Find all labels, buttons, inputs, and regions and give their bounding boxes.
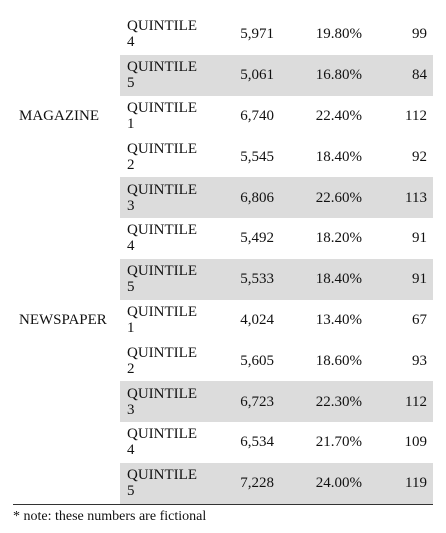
count-cell: 7,228 — [220, 463, 296, 504]
quintile-word: QUINTILE — [127, 140, 197, 157]
group-label — [13, 218, 120, 259]
quintile-word: QUINTILE — [127, 344, 197, 361]
quintile-number: 1 — [127, 115, 135, 132]
percent-cell: 13.40% — [315, 311, 362, 328]
index-cell: 91 — [376, 259, 433, 300]
group-label — [13, 340, 120, 381]
quintile-word: QUINTILE — [127, 18, 197, 35]
group-label — [13, 55, 120, 96]
count-cell: 5,061 — [220, 55, 296, 96]
quintile-cell — [120, 14, 220, 55]
quintile-number: 5 — [127, 279, 135, 296]
percent-cell: 24.00% — [296, 463, 376, 504]
count-cell: 6,740 — [240, 107, 274, 124]
quintile-cell — [120, 300, 220, 341]
percent-cell: 21.70% — [315, 434, 362, 451]
index-cell: 91 — [412, 230, 427, 247]
table-row — [13, 300, 433, 341]
index-cell: 112 — [376, 381, 433, 422]
quintile-number: 5 — [127, 483, 135, 500]
quintile-cell — [120, 218, 220, 259]
percent-cell: 18.40% — [315, 148, 362, 165]
percent-cell: 22.60% — [296, 177, 376, 218]
table-row — [13, 136, 433, 177]
table-row — [13, 96, 433, 137]
group-label — [13, 14, 120, 55]
index-cell: 112 — [405, 107, 427, 124]
index-cell: 99 — [412, 26, 427, 43]
table-row — [13, 55, 433, 96]
quintile-number: 4 — [127, 442, 135, 459]
index-cell: 113 — [376, 177, 433, 218]
quintile-word: QUINTILE — [127, 59, 197, 76]
quintile-number: 4 — [127, 34, 135, 51]
quintile-number: 4 — [127, 238, 135, 255]
quintile-cell — [120, 136, 220, 177]
count-cell: 6,534 — [240, 434, 274, 451]
quintile-word: QUINTILE — [127, 263, 197, 280]
count-cell: 5,605 — [240, 352, 274, 369]
index-cell: 67 — [412, 311, 427, 328]
percent-cell: 22.40% — [315, 107, 362, 124]
index-cell: 93 — [412, 352, 427, 369]
quintile-number: 5 — [127, 75, 135, 92]
count-cell: 6,723 — [220, 381, 296, 422]
table-bottom-rule — [13, 504, 433, 505]
table-row — [13, 218, 433, 259]
table-row — [13, 340, 433, 381]
quintile-number: 3 — [127, 401, 135, 418]
group-label — [13, 381, 120, 422]
count-cell: 5,971 — [240, 26, 274, 43]
quintile-word: QUINTILE — [127, 222, 197, 239]
count-cell: 5,545 — [240, 148, 274, 165]
quintile-number: 1 — [127, 319, 135, 336]
table-row — [13, 259, 433, 300]
table-row — [13, 422, 433, 463]
quintile-word: QUINTILE — [127, 426, 197, 443]
index-cell: 92 — [412, 148, 427, 165]
percent-cell: 19.80% — [315, 26, 362, 43]
quintile-cell — [120, 340, 220, 381]
quintile-number: 3 — [127, 197, 135, 214]
group-label — [13, 259, 120, 300]
group-label: MAGAZINE — [13, 96, 120, 137]
table-row — [13, 177, 433, 218]
quintile-cell — [120, 463, 220, 504]
quintile-word: QUINTILE — [127, 385, 197, 402]
quintile-cell — [120, 422, 220, 463]
quintile-number: 2 — [127, 360, 135, 377]
count-cell: 5,533 — [220, 259, 296, 300]
quintile-number: 2 — [127, 156, 135, 173]
quintile-word: QUINTILE — [127, 181, 197, 198]
quintile-cell — [120, 96, 220, 137]
group-label: NEWSPAPER — [13, 300, 120, 341]
quintile-cell — [120, 259, 220, 300]
percent-cell: 16.80% — [296, 55, 376, 96]
footnote: * note: these numbers are fictional — [13, 509, 207, 524]
group-label — [13, 177, 120, 218]
quintile-cell — [120, 177, 220, 218]
percent-cell: 18.60% — [315, 352, 362, 369]
quintile-cell — [120, 381, 220, 422]
quintile-cell — [120, 55, 220, 96]
percent-cell: 22.30% — [296, 381, 376, 422]
count-cell: 5,492 — [240, 230, 274, 247]
table-row — [13, 381, 433, 422]
index-cell: 84 — [376, 55, 433, 96]
quintile-word: QUINTILE — [127, 467, 197, 484]
data-table — [13, 14, 433, 504]
quintile-word: QUINTILE — [127, 303, 197, 320]
quintile-word: QUINTILE — [127, 99, 197, 116]
table-row — [13, 463, 433, 504]
percent-cell: 18.40% — [296, 259, 376, 300]
count-cell: 4,024 — [240, 311, 274, 328]
group-label — [13, 422, 120, 463]
group-label — [13, 136, 120, 177]
index-cell: 119 — [376, 463, 433, 504]
percent-cell: 18.20% — [315, 230, 362, 247]
table-row — [13, 14, 433, 55]
count-cell: 6,806 — [220, 177, 296, 218]
index-cell: 109 — [404, 434, 427, 451]
table-body — [13, 14, 433, 504]
group-label — [13, 463, 120, 504]
